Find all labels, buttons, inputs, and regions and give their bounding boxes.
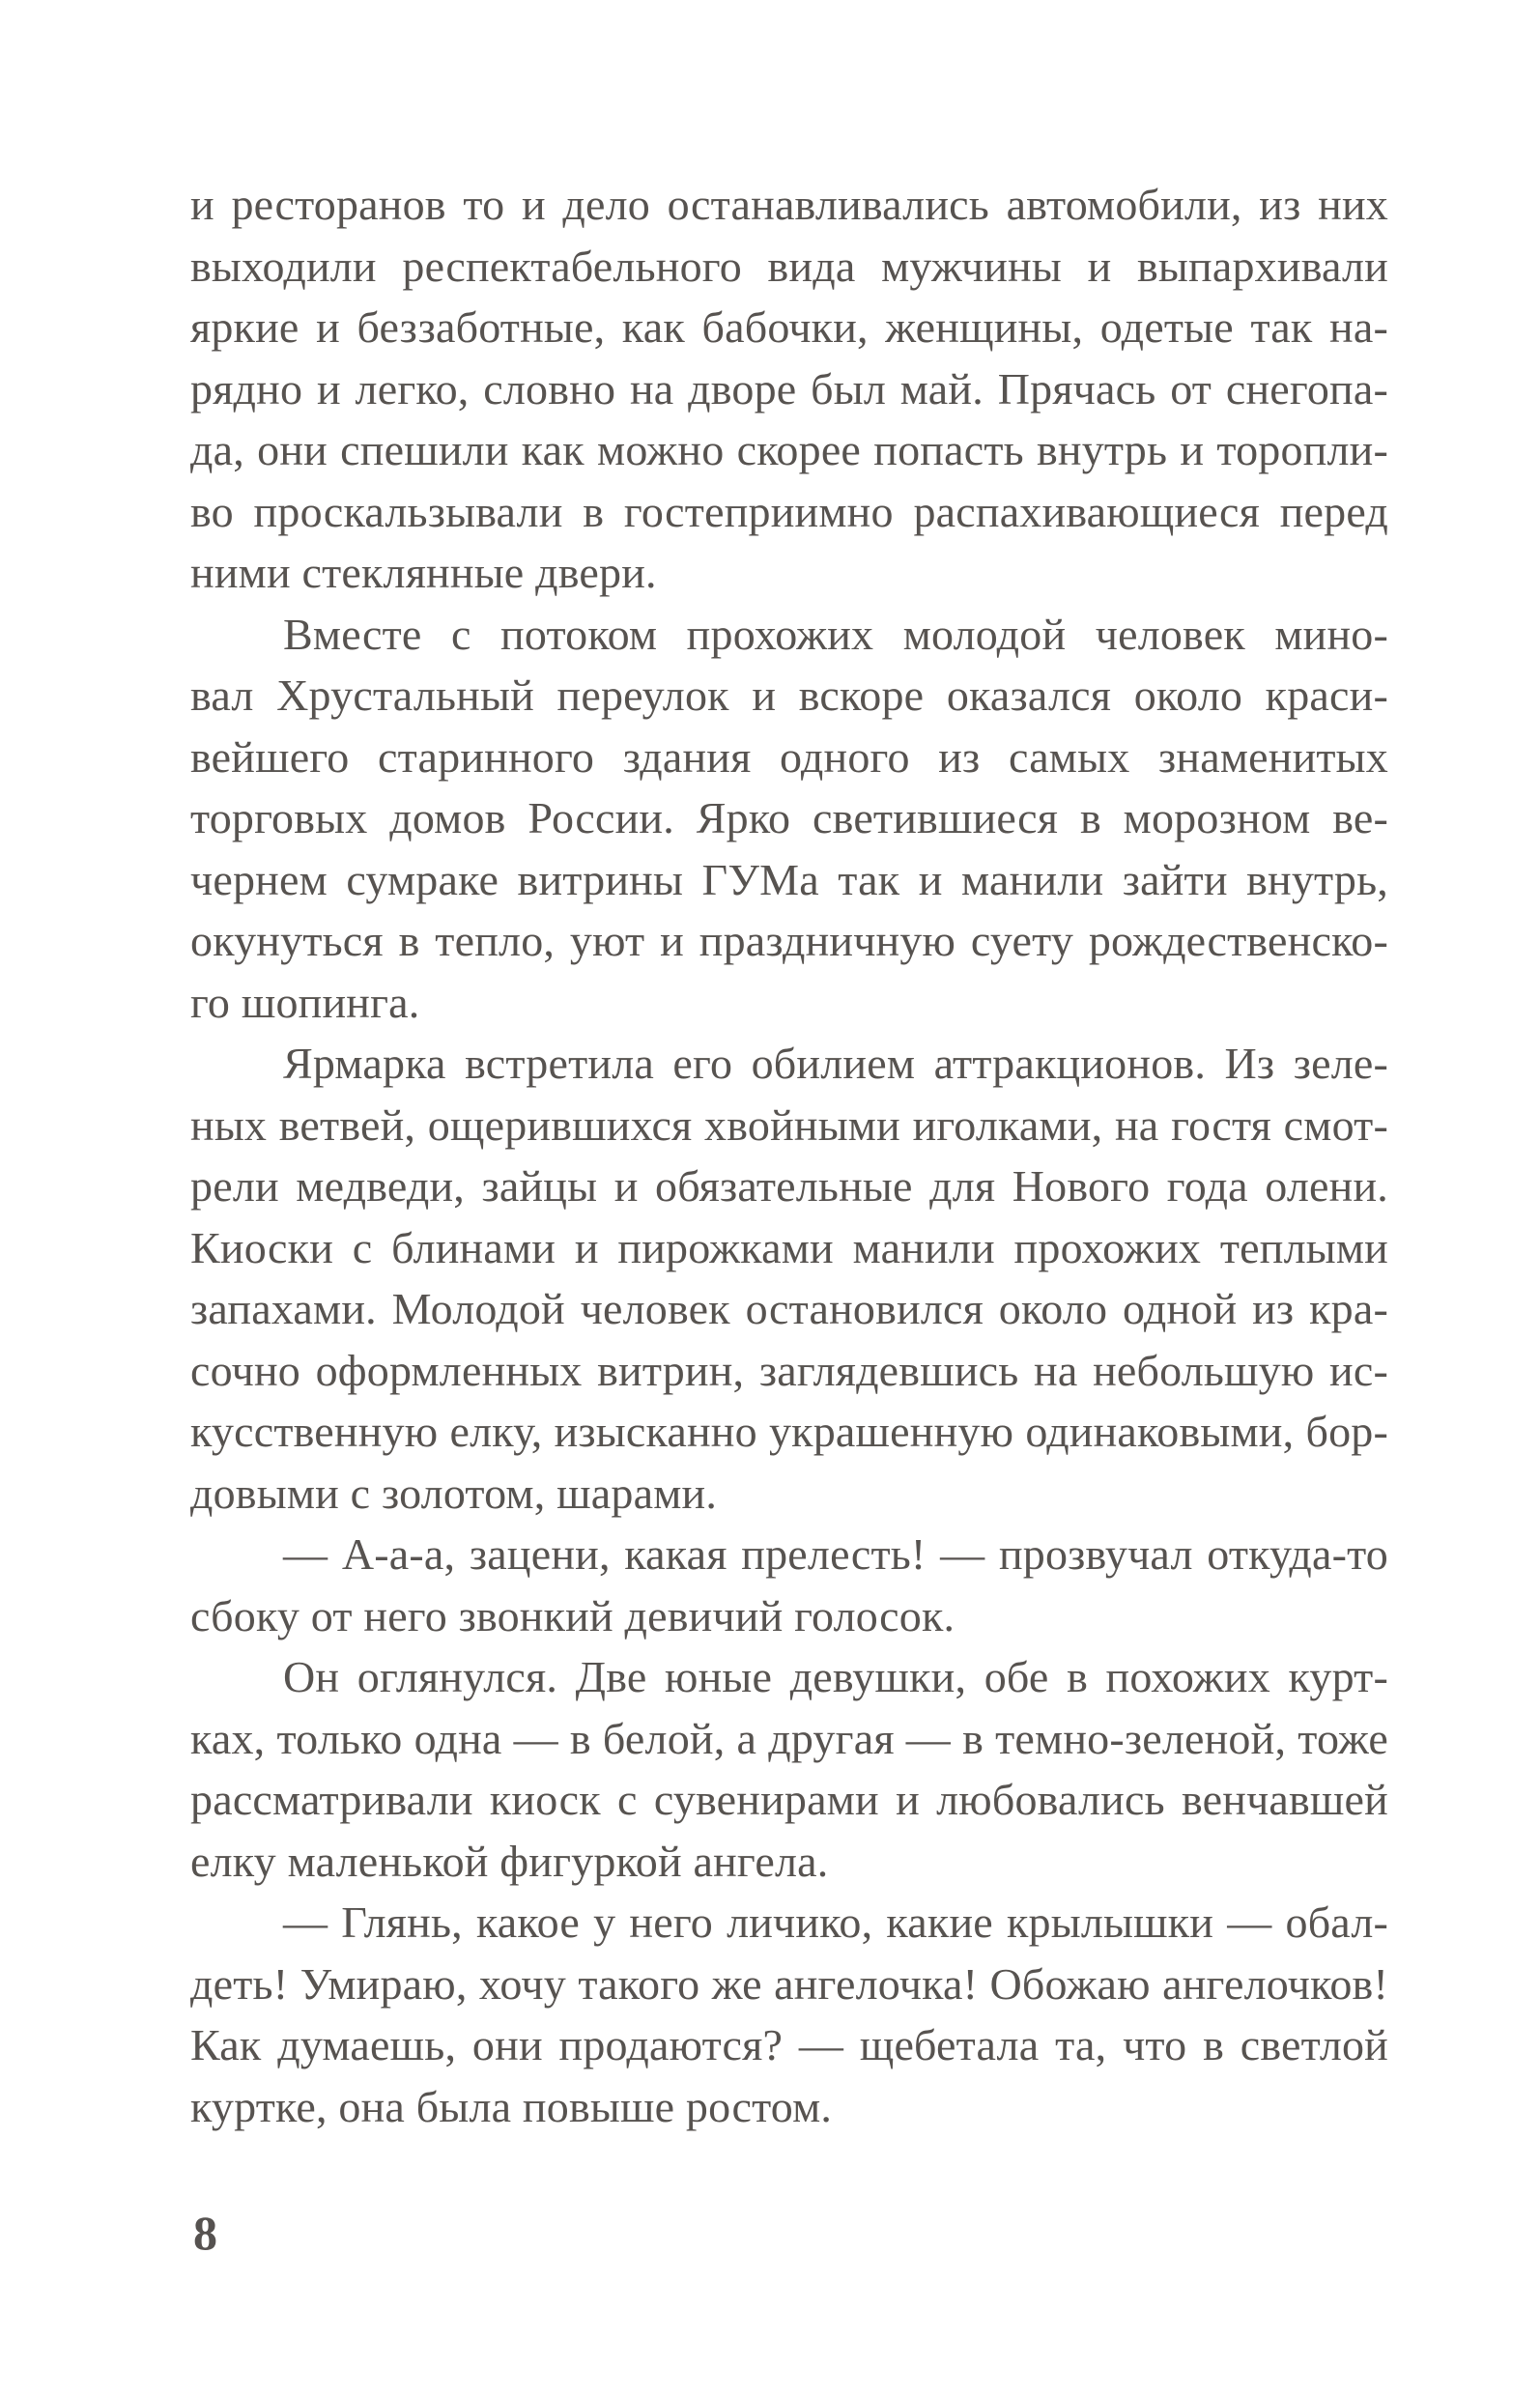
paragraph bbox=[190, 1033, 1388, 1524]
text-line: ках, только одна — в белой, а другая — в темно-зеленой, тоже bbox=[190, 1713, 1388, 1763]
paragraph bbox=[190, 1524, 1388, 1646]
text-line: окунуться в тепло, уют и праздничную суету рождественско- bbox=[190, 916, 1388, 965]
paragraph bbox=[190, 174, 1388, 604]
text-line: во проскальзывали в гостеприимно распахивающиеся перед bbox=[190, 486, 1388, 536]
text-line: го шопинга. bbox=[190, 977, 420, 1027]
text-line: кусственную елку, изысканно украшенную одинаковыми, бор- bbox=[190, 1407, 1388, 1456]
text-line: Киоски с блинами и пирожками манили прохожих теплыми bbox=[190, 1222, 1388, 1272]
text-line: Вместе с потоком прохожих молодой человек мино- bbox=[283, 609, 1388, 659]
paragraph bbox=[190, 1892, 1388, 2137]
text-line: рядно и легко, словно на дворе был май. Прячась от снегопа- bbox=[190, 363, 1388, 414]
text-line: рели медведи, зайцы и обязательные для Нового года олени. bbox=[190, 1161, 1388, 1211]
text-line: — Глянь, какое у него личико, какие крылышки — обал- bbox=[283, 1897, 1388, 1947]
text-line: вейшего старинного здания одного из самых знаменитых bbox=[190, 731, 1388, 782]
text-line: рассматривали киоск с сувенирами и любовались венчавшей bbox=[190, 1775, 1388, 1824]
text-line: яркие и беззаботные, как бабочки, женщины, одетые так на- bbox=[190, 302, 1388, 352]
text-line: куртке, она была повыше ростом. bbox=[190, 2081, 833, 2131]
text-line: да, они спешили как можно скорее попасть внутрь и торопли- bbox=[190, 425, 1388, 474]
text-line: — А-а-а, зацени, какая прелесть! — прозвучал откуда-то bbox=[283, 1529, 1388, 1579]
text-line: ними стеклянные двери. bbox=[190, 548, 657, 597]
paragraph bbox=[190, 1646, 1388, 1892]
paragraph bbox=[190, 604, 1388, 1034]
text-line: деть! Умираю, хочу такого же ангелочка! Обожаю ангелочков! bbox=[190, 1958, 1388, 2009]
page-number: 8 bbox=[193, 2206, 217, 2260]
text-line: елку маленькой фигуркой ангела. bbox=[190, 1836, 829, 1886]
text-line: выходили респектабельного вида мужчины и выпархивали bbox=[190, 241, 1388, 291]
text-line: и ресторанов то и дело останавливались автомобили, из них bbox=[190, 180, 1388, 229]
text-line: Ярмарка встретила его обилием аттракционов. Из зеле- bbox=[283, 1039, 1388, 1088]
text-line: Он оглянулся. Две юные девушки, обе в похожих курт- bbox=[283, 1652, 1388, 1701]
text-line: ных ветвей, ощерившихся хвойными иголками, на гостя смот- bbox=[190, 1099, 1388, 1150]
text-line: торговых домов России. Ярко светившиеся в морозном ве- bbox=[190, 793, 1388, 842]
text-block bbox=[190, 174, 1388, 2137]
text-line: Как думаешь, они продаются? — щебетала та, что в светлой bbox=[190, 2020, 1388, 2069]
text-line: довыми с золотом, шарами. bbox=[190, 1468, 718, 1518]
text-line: сбоку от него звонкий девичий голосок. bbox=[190, 1590, 955, 1640]
text-line: чернем сумраке витрины ГУМа так и манили зайти внутрь, bbox=[190, 854, 1388, 904]
text-line: вал Хрустальный переулок и вскоре оказался около краси- bbox=[190, 670, 1388, 720]
text-line: запахами. Молодой человек остановился около одной из кра- bbox=[190, 1284, 1388, 1333]
text-line: сочно оформленных витрин, заглядевшись на небольшую ис- bbox=[190, 1345, 1388, 1395]
